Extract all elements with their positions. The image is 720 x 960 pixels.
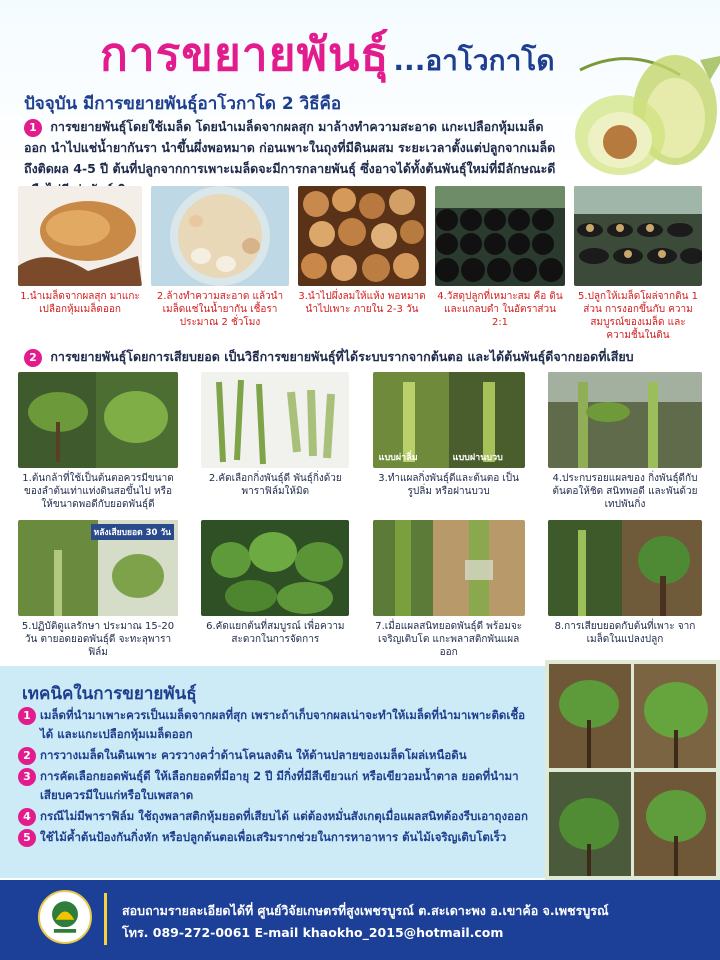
technique-list (18, 706, 598, 849)
graft-step-2 (201, 372, 349, 511)
technique-item (18, 706, 533, 744)
technique-item (18, 807, 533, 826)
technique-number: 2 (18, 747, 36, 765)
graft-step-3 (373, 372, 525, 511)
footer-contact: สอบถามรายละเอียดได้ที่ ศูนย์วิจัยเกษตรที่สูงเพชรบูรณ์ ต.สะเดาะพง อ.เขาค้อ จ.เพชรบูรณ์ (122, 903, 609, 918)
graft-photo-5 (18, 520, 178, 616)
graft-step-6 (201, 520, 349, 659)
intro-heading: ปัจจุบัน มีการขยายพันธุ์อาโวกาโด 2 วิธีคือ (24, 94, 342, 114)
title-main: การขยายพันธุ์ (100, 27, 390, 81)
footer-phone-email: โทร. 089-272-0061 E-mail khaokho_2015@hotmail.com (122, 925, 504, 940)
seed-step-4 (435, 186, 565, 342)
technique-item (18, 746, 533, 765)
technique-text: การคัดเลือกยอดพันธุ์ดี ให้เลือกยอดที่มีอายุ 2 ปี มีกิ่งที่มีสีเขียวแก่ หรือเขียวอมน้ำตาล ยอดที่นำมาเสียบควรมีใบแก่หรือใบเพสลาด (40, 769, 519, 802)
graft-caption-5: 5.ปฏิบัติดูแลรักษา ประมาณ 15-20 วัน ตายอดยอดพันธุ์ดี จะทะลุพาราฟิล์ม (21, 621, 175, 658)
technique-item (18, 828, 608, 847)
technique-text: ใช้ไม้ค้ำต้นป้องกันกิ่งหัก หรือปลูกต้นตอเพื่อเสริมรากช่วยในการหาอาหาร ต้นไม้เจริญเติบโตเร็ว (40, 830, 507, 844)
technique-text: เมล็ดที่นำมาเพาะควรเป็นเมล็ดจากผลที่สุก เพราะถ้าเก็บจากผลเน่าจะทำให้เมล็ดที่นำมาเพาะติดเชื้อได้ และแกะเปลือกหุ้มเมล็ดออก (40, 708, 526, 741)
technique-number: 1 (18, 707, 36, 725)
section2-number: 2 (24, 349, 42, 367)
technique-item (18, 767, 533, 805)
seed-caption-2: 2.ล้างทำความสะอาด แล้วนำเมล็ดแช่ในน้ำยากัน เชื้อราประมาณ 2 ชั่วโมง (156, 291, 284, 328)
graft-photo-6 (201, 520, 349, 616)
graft-photo-2 (201, 372, 349, 468)
seed-step-1 (18, 186, 142, 342)
technique-title: เทคนิคในการขยายพันธุ์ (22, 684, 197, 704)
graft-step-1 (18, 372, 178, 511)
seed-caption-5: 5.ปลูกให้เมล็ดโผล่จากดิน 1 ส่วน การงอกขึ้นกับ ความสมบูรณ์ของเมล็ด และความชื้นในดิน (578, 291, 698, 341)
cleft-label: แบบผ่าลิ่ม (378, 453, 418, 463)
seed-step-2 (151, 186, 289, 342)
seed-photo-2 (151, 186, 289, 286)
graft-photo-8 (548, 520, 702, 616)
graft-caption-4: 4.ประกบรอยแผลของ กิ่งพันธุ์ดีกับต้นตอให้ชิด สนิทพอดี และพันด้วยเทปพันกิ่ง (552, 473, 698, 510)
section2-photo-row-1 (18, 372, 702, 511)
title-sub: ...อาโวกาโด (393, 44, 555, 77)
technique-number: 5 (18, 829, 36, 847)
graft-step-4 (548, 372, 702, 511)
graft-caption-6: 6.คัดแยกต้นที่สมบูรณ์ เพื่อความสะดวกในการจัดการ (206, 621, 345, 645)
technique-number: 4 (18, 808, 36, 826)
seed-step-3 (298, 186, 426, 342)
graft-caption-7: 7.เมื่อแผลสนิทยอดพันธุ์ดี พร้อมจะเจริญเติบโต แกะพลาสติกพันแผลออก (375, 621, 523, 658)
section1-number: 1 (24, 119, 42, 137)
seedling-photo-2 (634, 664, 716, 768)
splice-label: แบบฝานบวบ (452, 453, 503, 463)
seed-step-5 (574, 186, 702, 342)
seed-photo-5 (574, 186, 702, 286)
graft-photo-7 (373, 520, 525, 616)
graft-caption-3: 3.ทำแผลกิ่งพันธุ์ดีและต้นตอ เป็นรูปลิ่ม หรือฝานบวบ (378, 473, 519, 497)
seed-photo-1 (18, 186, 142, 286)
graft-caption-8: 8.การเสียบยอดกับต้นที่เพาะ จากเมล็ดในแปลงปลูก (554, 621, 696, 645)
poster-title (100, 18, 555, 81)
technique-number: 3 (18, 768, 36, 786)
seed-photo-3 (298, 186, 426, 286)
avocado-illustration (560, 50, 720, 180)
agency-logo (38, 890, 92, 944)
footer-divider (104, 893, 107, 945)
graft-step-5 (18, 520, 178, 659)
graft-step-8 (548, 520, 702, 659)
technique-text: กรณีไม่มีพาราฟิล์ม ใช้ถุงพลาสติกหุ้มยอดที่เสียบได้ แต่ต้องหมั่นสังเกตุเมื่อแผลสนิทต้องรีบเอาถุงออก (40, 809, 528, 823)
seedling-photo-4 (634, 772, 716, 876)
graft-photo-4 (548, 372, 702, 468)
graft-photo-1 (18, 372, 178, 468)
graft-caption-2: 2.คัดเลือกกิ่งพันธุ์ดี พันธุ์กิ่งด้วยพาราฟิล์มให้มิด (208, 473, 342, 497)
after-grafting-badge: หลังเสียบยอด 30 วัน (91, 524, 174, 540)
seed-caption-4: 4.วัสดุปลูกที่เหมาะสม คือ ดินและแกลบดำ ในอัตราส่วน 2:1 (437, 291, 563, 328)
section1-body: การขยายพันธุ์โดยใช้เมล็ด โดยนำเมล็ดจากผลสุก มาล้างทำความสะอาด แกะเปลือกหุ้มเมล็ดออก นำไปแช่น้ำยากันรา นำขึ้นผึ่งพอหมาด ก่อนเพาะในถุงที่มีดินผสม ระยะเวลาตั้งแต่ปลูกจากเมล็ดถึงติดผล 4-5 ปี ต้นที่ปลูกจากการเพาะเมล็ดจะมีการกลายพันธุ์ ซึ่งอาจได้ทั้งต้นพันธุ์ใหม่ที่มีลักษณะดี (24, 119, 556, 176)
section2-photo-row-2 (18, 520, 702, 659)
graft-step-7 (373, 520, 525, 659)
technique-text: การวางเมล็ดในดินเพาะ ควรวางคว่ำด้านโคนลงดิน ให้ด้านปลายของเมล็ดโผล่เหนือดิน (40, 748, 467, 762)
graft-caption-1: 1.ต้นกล้าที่ใช้เป็นต้นตอควรมีขนาด ของลำต้นเท่าแท่งดินสอขึ้นไป หรือ ให้ขนาดพอดีกับยอดพันธุ์ดี (22, 473, 174, 510)
section2-body: การขยายพันธุ์โดยการเสียบยอด เป็นวิธีการขยายพันธุ์ที่ได้ระบบรากจากต้นตอ และได้ต้นพันธุ์ดีจากยอดที่เสียบ (50, 349, 634, 364)
section1-photo-row (18, 186, 702, 342)
seed-caption-1: 1.นำเมล็ดจากผลสุก มาแกะเปลือกหุ้มเมล็ดออก (20, 291, 140, 315)
graft-photo-3 (373, 372, 525, 468)
seed-photo-4 (435, 186, 565, 286)
seed-caption-3: 3.นำไปผึ่งลมให้แห้ง พอหมาด นำไปเพาะ ภายใน 2-3 วัน (298, 291, 426, 315)
section2-text (24, 346, 704, 367)
